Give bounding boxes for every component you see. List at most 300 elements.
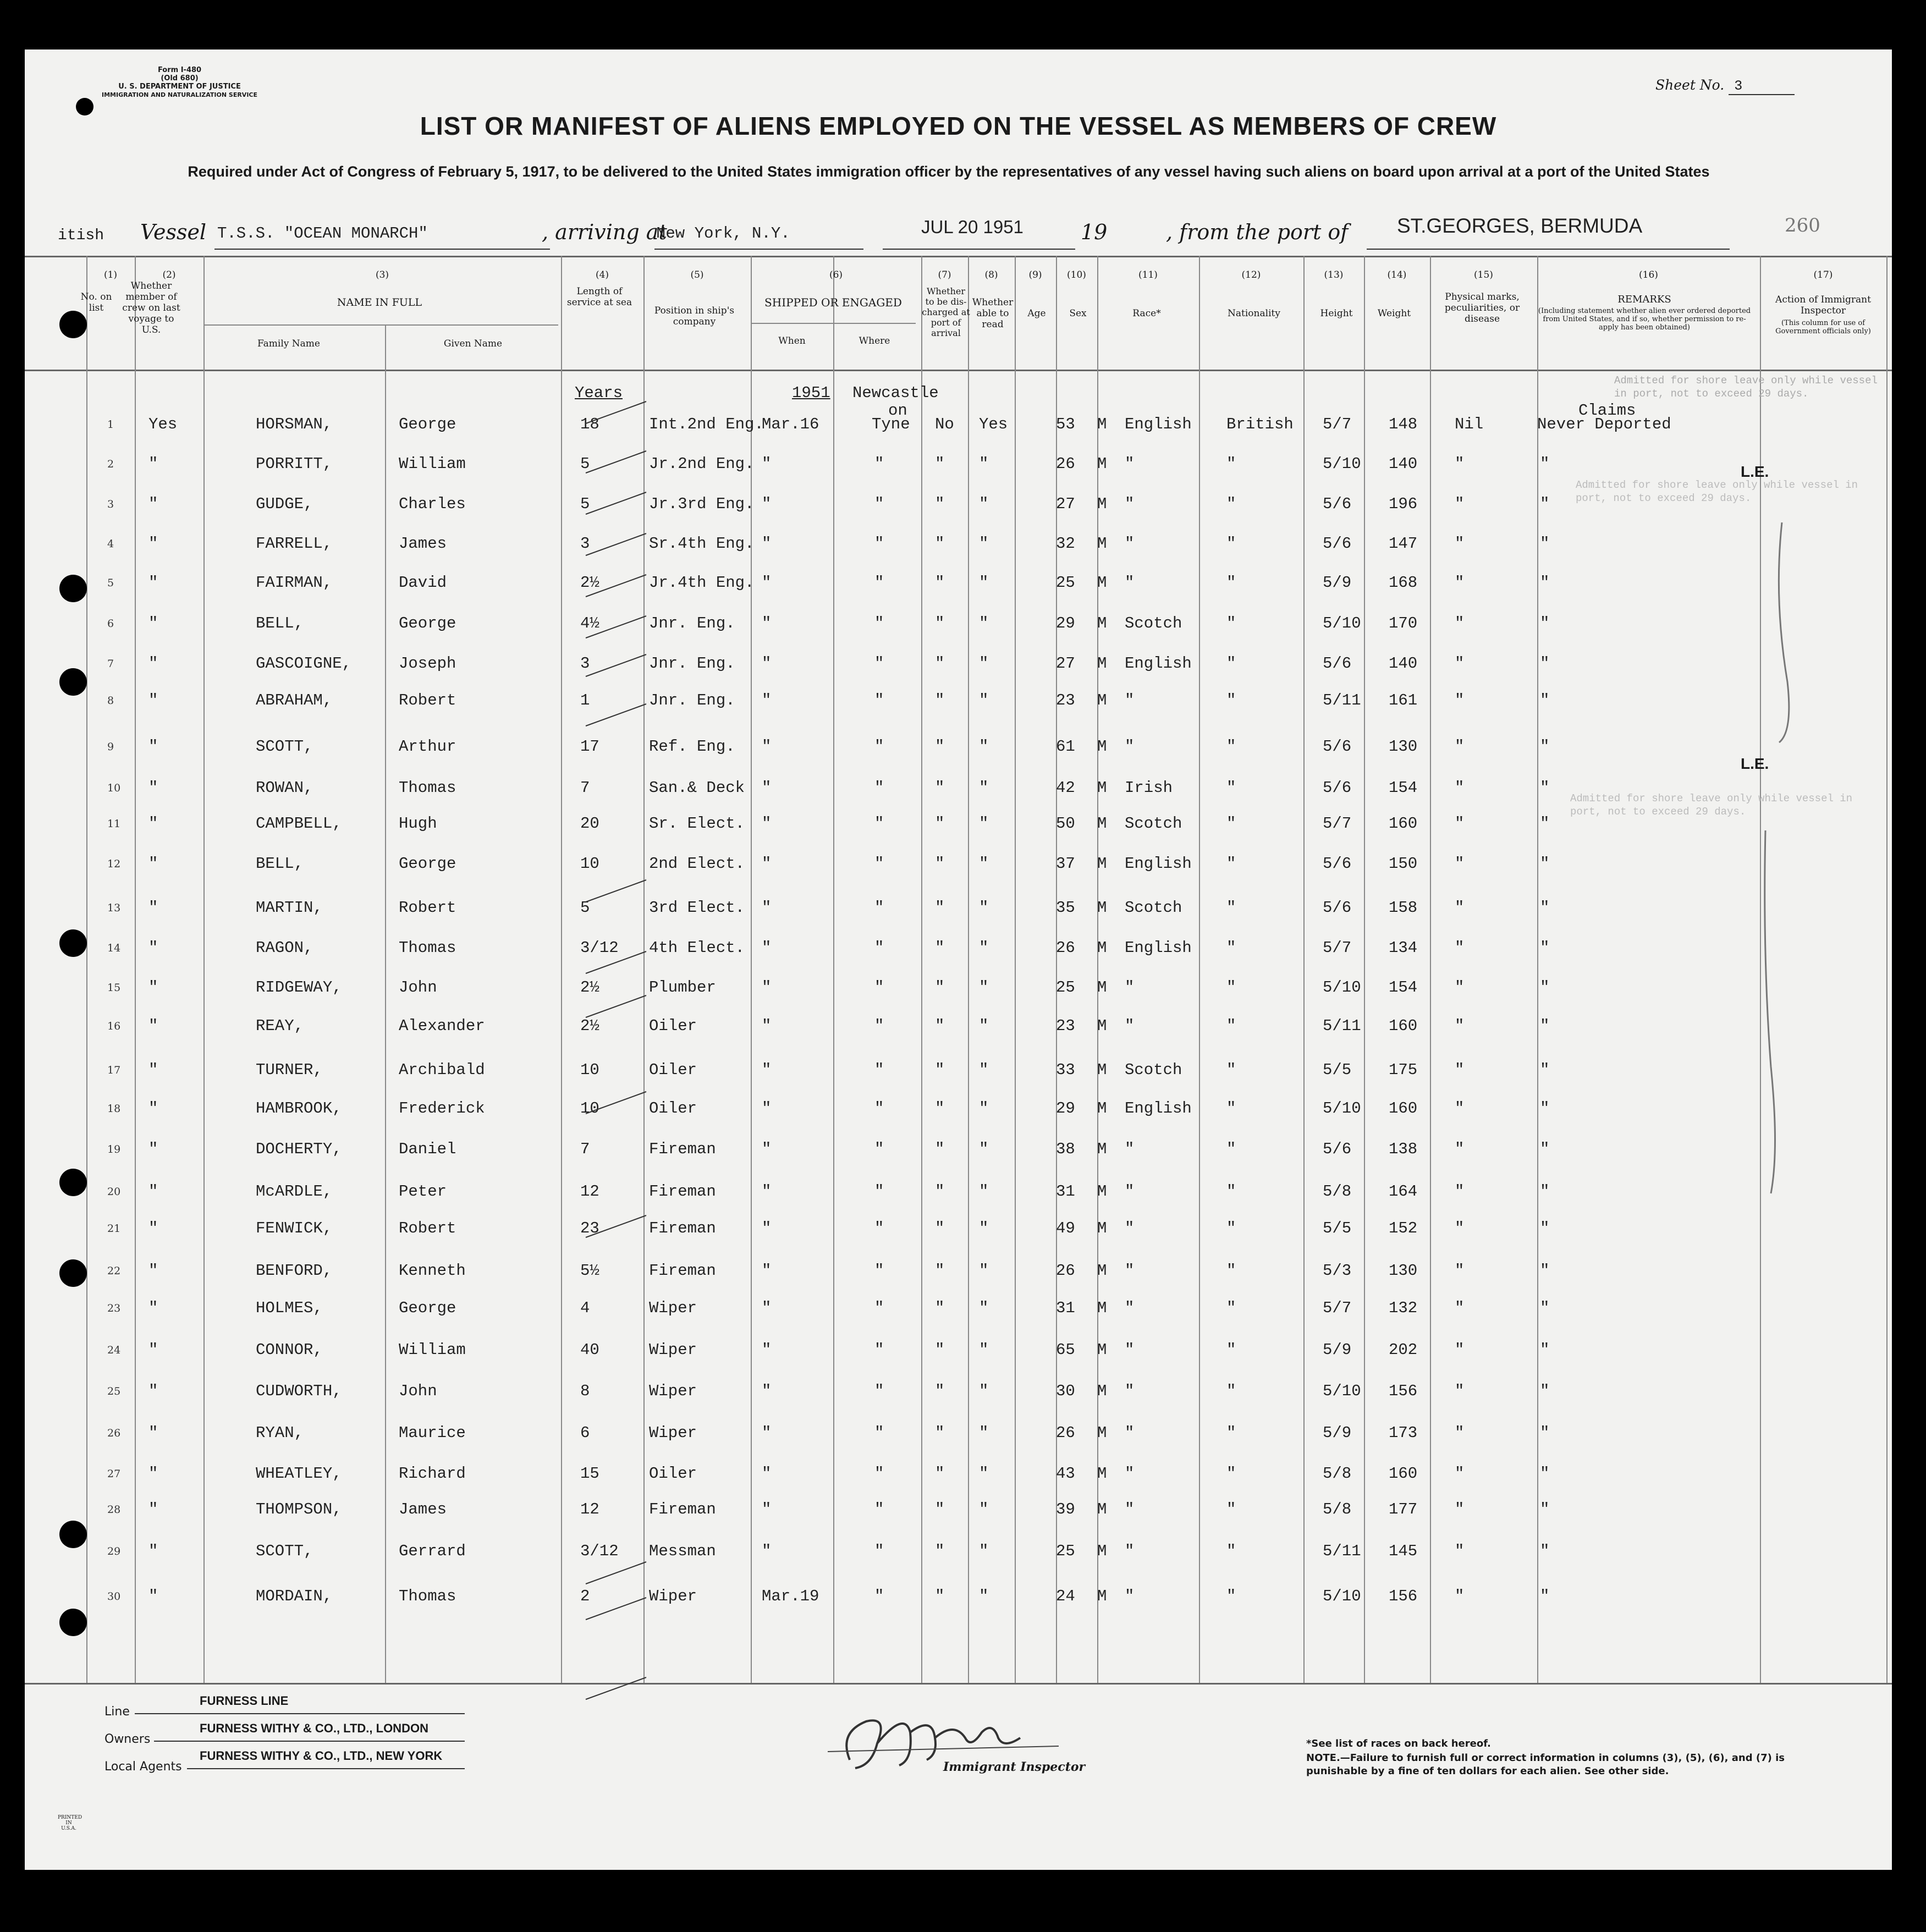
weight-cell: 158 xyxy=(1389,899,1418,917)
header-length-of-service: Length of service at sea xyxy=(566,286,632,308)
shipped-when-cell: " xyxy=(762,1099,772,1118)
nationality-cell: " xyxy=(1226,574,1236,592)
position-cell: Oiler xyxy=(649,1465,697,1483)
remarks-cell: " xyxy=(1540,535,1550,553)
physical-marks-cell: " xyxy=(1455,1341,1465,1359)
list-number-cell: 11 xyxy=(107,818,121,830)
shipped-where-cell: " xyxy=(874,1424,884,1442)
position-cell: Oiler xyxy=(649,1099,697,1118)
physical-marks-cell: " xyxy=(1455,535,1465,553)
discharged-cell: " xyxy=(935,614,945,632)
list-number-cell: 1 xyxy=(107,419,114,431)
shipped-when-cell: " xyxy=(762,899,772,917)
height-cell: 5/10 xyxy=(1323,455,1361,473)
weight-cell: 130 xyxy=(1389,737,1418,756)
shipped-when-cell: " xyxy=(762,535,772,553)
remarks-cell: " xyxy=(1540,1587,1550,1605)
family-name-cell: SCOTT, xyxy=(256,1542,313,1560)
sex-cell: M xyxy=(1097,1382,1107,1400)
family-name-cell: HAMBROOK, xyxy=(256,1099,342,1118)
race-cell: " xyxy=(1125,495,1135,513)
race-cell: " xyxy=(1125,1341,1135,1359)
form-service: IMMIGRATION AND NATURALIZATION SERVICE xyxy=(102,91,258,98)
physical-marks-cell: " xyxy=(1455,691,1465,709)
family-name-cell: DOCHERTY, xyxy=(256,1140,342,1158)
binder-hole xyxy=(59,929,87,957)
race-cell: " xyxy=(1125,1140,1135,1158)
column-number: (13) xyxy=(1324,269,1344,280)
binder-hole xyxy=(59,575,87,602)
header-shipped-engaged: SHIPPED OR ENGAGED xyxy=(764,296,902,309)
list-number-cell: 10 xyxy=(107,782,121,794)
family-name-cell: FARRELL, xyxy=(256,535,333,553)
binder-hole xyxy=(76,98,93,115)
able-to-read-cell: " xyxy=(979,1341,989,1359)
remarks-cell: " xyxy=(1540,779,1550,797)
footer-owners-label: Owners xyxy=(104,1732,151,1746)
discharged-cell: " xyxy=(935,1262,945,1280)
crew-last-voyage-cell: " xyxy=(148,779,158,797)
height-cell: 5/9 xyxy=(1323,574,1352,592)
year-label: 19 xyxy=(1081,220,1108,244)
column-number: (1) xyxy=(103,269,118,280)
position-cell: Jnr. Eng. xyxy=(649,691,735,709)
shipped-where-cell: " xyxy=(874,1587,884,1605)
position-cell: Fireman xyxy=(649,1219,716,1237)
family-name-cell: MARTIN, xyxy=(256,899,323,917)
physical-marks-cell: " xyxy=(1455,574,1465,592)
shore-leave-annotation-1: Admitted for shore leave only while vessel in port, not to exceed 29 days. xyxy=(1614,375,1878,400)
height-cell: 5/10 xyxy=(1323,1099,1361,1118)
given-name-cell: Peter xyxy=(399,1182,447,1201)
height-cell: 5/11 xyxy=(1323,1017,1361,1035)
shipped-when-cell: " xyxy=(762,1262,772,1280)
discharged-cell: " xyxy=(935,691,945,709)
family-name-cell: GUDGE, xyxy=(256,495,313,513)
shipped-when-cell: " xyxy=(762,1017,772,1035)
able-to-read-cell: " xyxy=(979,1424,989,1442)
family-name-cell: SCOTT, xyxy=(256,737,313,756)
header-name-in-full: NAME IN FULL xyxy=(337,296,422,309)
able-to-read-cell: " xyxy=(979,737,989,756)
age-cell: 27 xyxy=(1056,654,1075,673)
discharged-cell: " xyxy=(935,1099,945,1118)
column-number: (17) xyxy=(1813,269,1833,280)
position-cell: Plumber xyxy=(649,978,716,997)
crew-last-voyage-cell: " xyxy=(148,1017,158,1035)
position-cell: Wiper xyxy=(649,1587,697,1605)
header-position: Position in ship's company xyxy=(654,305,735,327)
given-name-cell: James xyxy=(399,1500,447,1518)
footer-line-value: FURNESS LINE xyxy=(200,1694,289,1708)
discharged-cell: " xyxy=(935,978,945,997)
family-name-cell: WHEATLEY, xyxy=(256,1465,342,1483)
sex-cell: M xyxy=(1097,535,1107,553)
shipped-where-cell: " xyxy=(874,1500,884,1518)
from-port: ST.GEORGES, BERMUDA xyxy=(1397,214,1643,237)
height-cell: 5/6 xyxy=(1323,1140,1352,1158)
nationality-cell: " xyxy=(1226,495,1236,513)
shipped-where-cell: " xyxy=(874,535,884,553)
sex-cell: M xyxy=(1097,1061,1107,1079)
physical-marks-cell: " xyxy=(1455,1182,1465,1201)
length-of-service-cell: 5 xyxy=(580,455,590,473)
header-remarks: REMARKS xyxy=(1617,294,1671,305)
weight-cell: 161 xyxy=(1389,691,1418,709)
shipped-where-cell: " xyxy=(874,455,884,473)
discharged-cell: " xyxy=(935,1061,945,1079)
physical-marks-cell: " xyxy=(1455,779,1465,797)
list-number-cell: 17 xyxy=(107,1064,121,1076)
column-number: (7) xyxy=(938,269,951,280)
length-of-service-cell: 2½ xyxy=(580,574,599,592)
column-number: (9) xyxy=(1028,269,1042,280)
discharged-cell: " xyxy=(935,455,945,473)
weight-cell: 160 xyxy=(1389,1465,1418,1483)
nationality-cell: " xyxy=(1226,1587,1236,1605)
length-of-service-cell: 17 xyxy=(580,737,599,756)
height-cell: 5/5 xyxy=(1323,1219,1352,1237)
given-name-cell: George xyxy=(399,1299,456,1317)
shipped-when-cell: " xyxy=(762,855,772,873)
list-number-cell: 8 xyxy=(107,695,114,707)
height-cell: 5/6 xyxy=(1323,654,1352,673)
family-name-cell: FAIRMAN, xyxy=(256,574,333,592)
family-name-cell: PORRITT, xyxy=(256,455,333,473)
header-height: Height xyxy=(1320,308,1353,319)
shipped-where-cell: " xyxy=(874,1099,884,1118)
remarks-cell: " xyxy=(1540,899,1550,917)
discharged-cell: " xyxy=(935,495,945,513)
age-cell: 43 xyxy=(1056,1465,1075,1483)
arrival-date: JUL 20 1951 xyxy=(921,217,1023,237)
arriving-at: New York, N.Y. xyxy=(656,224,790,243)
height-cell: 5/6 xyxy=(1323,535,1352,553)
shipped-where-cell: " xyxy=(874,1382,884,1400)
discharged-cell: " xyxy=(935,1424,945,1442)
race-cell: " xyxy=(1125,1262,1135,1280)
race-cell: " xyxy=(1125,1542,1135,1560)
age-cell: 23 xyxy=(1056,691,1075,709)
shipped-where-cell: " xyxy=(874,1542,884,1560)
crew-last-voyage-cell: " xyxy=(148,691,158,709)
weight-cell: 148 xyxy=(1389,415,1418,433)
family-name-cell: BELL, xyxy=(256,855,304,873)
remarks-cell: " xyxy=(1540,1017,1550,1035)
binder-hole xyxy=(59,1169,87,1196)
weight-cell: 140 xyxy=(1389,654,1418,673)
discharged-cell: " xyxy=(935,1500,945,1518)
remarks-cell: " xyxy=(1540,855,1550,873)
length-of-service-cell: 1 xyxy=(580,691,590,709)
binder-hole xyxy=(59,311,87,338)
given-name-cell: Arthur xyxy=(399,737,456,756)
column-number: (12) xyxy=(1241,269,1261,280)
list-number-cell: 21 xyxy=(107,1223,121,1235)
discharged-cell: " xyxy=(935,1182,945,1201)
remarks-cell: " xyxy=(1540,1424,1550,1442)
column-number: (14) xyxy=(1387,269,1407,280)
given-name-cell: Archibald xyxy=(399,1061,485,1079)
remarks-cell: " xyxy=(1540,1262,1550,1280)
footer-owners-rule xyxy=(154,1741,465,1742)
header-able-to-read: Whether able to read xyxy=(972,297,1014,330)
able-to-read-cell: " xyxy=(979,1262,989,1280)
footer-agents-value: FURNESS WITHY & CO., LTD., NEW YORK xyxy=(200,1749,443,1763)
able-to-read-cell: " xyxy=(979,939,989,957)
header-race: Race* xyxy=(1132,308,1161,319)
discharged-cell: " xyxy=(935,1341,945,1359)
race-cell: " xyxy=(1125,1587,1135,1605)
able-to-read-cell: " xyxy=(979,654,989,673)
le-mark-2: L.E. xyxy=(1741,755,1769,772)
position-cell: Jnr. Eng. xyxy=(649,614,735,632)
weight-cell: 170 xyxy=(1389,614,1418,632)
able-to-read-cell: " xyxy=(979,779,989,797)
length-of-service-cell: 3/12 xyxy=(580,939,619,957)
length-of-service-cell: 4½ xyxy=(580,614,599,632)
physical-marks-cell: " xyxy=(1455,737,1465,756)
sex-cell: M xyxy=(1097,939,1107,957)
shipped-where-cell: " xyxy=(874,978,884,997)
age-cell: 61 xyxy=(1056,737,1075,756)
age-cell: 37 xyxy=(1056,855,1075,873)
family-name-cell: BELL, xyxy=(256,614,304,632)
remarks-cell: " xyxy=(1540,1099,1550,1118)
column-number: (11) xyxy=(1138,269,1158,280)
sex-cell: M xyxy=(1097,415,1107,433)
position-cell: Wiper xyxy=(649,1424,697,1442)
weight-cell: 156 xyxy=(1389,1587,1418,1605)
column-number: (3) xyxy=(375,269,389,280)
family-name-cell: HORSMAN, xyxy=(256,415,333,433)
nationality-cell: " xyxy=(1226,535,1236,553)
position-cell: Ref. Eng. xyxy=(649,737,735,756)
sex-cell: M xyxy=(1097,978,1107,997)
sex-cell: M xyxy=(1097,1182,1107,1201)
position-cell: Int.2nd Eng. xyxy=(649,415,764,433)
crew-last-voyage-cell: Yes xyxy=(148,415,178,433)
able-to-read-cell: " xyxy=(979,574,989,592)
nationality-cell: " xyxy=(1226,1299,1236,1317)
position-cell: Jr.2nd Eng. xyxy=(649,455,755,473)
crew-last-voyage-cell: " xyxy=(148,1219,158,1237)
age-cell: 23 xyxy=(1056,1017,1075,1035)
age-cell: 32 xyxy=(1056,535,1075,553)
footer-line-rule xyxy=(135,1713,465,1714)
list-number-cell: 27 xyxy=(107,1468,121,1480)
races-note: *See list of races on back hereof. xyxy=(1306,1738,1491,1749)
length-of-service-cell: 10 xyxy=(580,1061,599,1079)
age-cell: 26 xyxy=(1056,1424,1075,1442)
shipped-where-cell: " xyxy=(874,779,884,797)
crew-last-voyage-cell: " xyxy=(148,614,158,632)
shipped-when-cell: " xyxy=(762,614,772,632)
height-cell: 5/6 xyxy=(1323,855,1352,873)
crew-last-voyage-cell: " xyxy=(148,1099,158,1118)
position-cell: 3rd Elect. xyxy=(649,899,745,917)
nationality-cell: " xyxy=(1226,614,1236,632)
shipped-where-cell: " xyxy=(874,939,884,957)
shipped-when-cell: " xyxy=(762,1465,772,1483)
able-to-read-cell: " xyxy=(979,1382,989,1400)
crew-last-voyage-cell: " xyxy=(148,939,158,957)
race-cell: " xyxy=(1125,1500,1135,1518)
crew-last-voyage-cell: " xyxy=(148,654,158,673)
weight-cell: 160 xyxy=(1389,1017,1418,1035)
physical-marks-cell: " xyxy=(1455,1424,1465,1442)
physical-marks-cell: " xyxy=(1455,939,1465,957)
position-cell: Sr.4th Eng. xyxy=(649,535,755,553)
physical-marks-cell: " xyxy=(1455,1140,1465,1158)
race-cell: English xyxy=(1125,1099,1192,1118)
crew-last-voyage-cell: " xyxy=(148,1341,158,1359)
physical-marks-cell: " xyxy=(1455,1382,1465,1400)
discharged-cell: " xyxy=(935,779,945,797)
discharged-cell: " xyxy=(935,814,945,833)
header-sex: Sex xyxy=(1069,308,1087,319)
shipped-where-cell: " xyxy=(874,855,884,873)
family-name-cell: TURNER, xyxy=(256,1061,323,1079)
shipped-where-cell: " xyxy=(874,1465,884,1483)
given-name-cell: Alexander xyxy=(399,1017,485,1035)
shipped-when-cell: " xyxy=(762,1182,772,1201)
position-cell: Jr.4th Eng. xyxy=(649,574,755,592)
le-mark-1: L.E. xyxy=(1741,463,1769,480)
height-cell: 5/11 xyxy=(1323,691,1361,709)
remarks-cell: " xyxy=(1540,691,1550,709)
family-name-cell: REAY, xyxy=(256,1017,304,1035)
position-cell: Jr.3rd Eng. xyxy=(649,495,755,513)
height-cell: 5/10 xyxy=(1323,978,1361,997)
physical-marks-cell: " xyxy=(1455,1219,1465,1237)
able-to-read-cell: " xyxy=(979,1182,989,1201)
physical-marks-cell: " xyxy=(1455,1500,1465,1518)
nationality-cell: British xyxy=(1226,415,1294,433)
column-number: (6) xyxy=(829,269,843,280)
position-cell: 4th Elect. xyxy=(649,939,745,957)
header-inspector-note: (This column for use of Government officials only) xyxy=(1775,319,1871,335)
race-cell: English xyxy=(1125,415,1192,433)
height-cell: 5/5 xyxy=(1323,1061,1352,1079)
able-to-read-cell: " xyxy=(979,899,989,917)
penalty-note: NOTE.—Failure to furnish full or correct information in columns (3), (5), (6), and (7) is punishable by a fine of ten dollars for each alien. See other side. xyxy=(1306,1752,1785,1777)
age-cell: 39 xyxy=(1056,1500,1075,1518)
given-name-cell: James xyxy=(399,535,447,553)
age-cell: 26 xyxy=(1056,939,1075,957)
shipped-where-cell: " xyxy=(874,899,884,917)
given-name-cell: Robert xyxy=(399,899,456,917)
weight-cell: 160 xyxy=(1389,814,1418,833)
able-to-read-cell: " xyxy=(979,1219,989,1237)
sex-cell: M xyxy=(1097,1424,1107,1442)
family-name-cell: ROWAN, xyxy=(256,779,313,797)
nationality-cell: " xyxy=(1226,1099,1236,1118)
discharged-cell: " xyxy=(935,855,945,873)
shipped-where-cell: " xyxy=(874,1262,884,1280)
race-cell: " xyxy=(1125,1424,1135,1442)
race-cell: English xyxy=(1125,939,1192,957)
height-cell: 5/7 xyxy=(1323,939,1352,957)
remarks-cell: " xyxy=(1540,614,1550,632)
shipped-when-cell: " xyxy=(762,1140,772,1158)
age-cell: 31 xyxy=(1056,1182,1075,1201)
discharged-cell: " xyxy=(935,899,945,917)
nationality-cell: " xyxy=(1226,1500,1236,1518)
able-to-read-cell: " xyxy=(979,495,989,513)
form-number: Form I-480 xyxy=(157,66,202,74)
shipped-where-cell: " xyxy=(874,495,884,513)
shipped-where-cell: " xyxy=(874,1219,884,1237)
remarks-cell: " xyxy=(1540,455,1550,473)
able-to-read-cell: " xyxy=(979,535,989,553)
height-cell: 5/8 xyxy=(1323,1182,1352,1201)
age-cell: 38 xyxy=(1056,1140,1075,1158)
physical-marks-cell: " xyxy=(1455,495,1465,513)
position-cell: Jnr. Eng. xyxy=(649,654,735,673)
race-cell: " xyxy=(1125,1382,1135,1400)
column-number: (4) xyxy=(595,269,609,280)
header-inspector-action: Action of Immigrant Inspector xyxy=(1775,294,1871,316)
shipped-when-cell: " xyxy=(762,1542,772,1560)
weight-cell: 175 xyxy=(1389,1061,1418,1079)
footer-line-label: Line xyxy=(104,1705,130,1719)
shipped-when-cell: Mar.16 xyxy=(762,415,819,433)
column-number: (2) xyxy=(162,269,176,280)
length-of-service-cell: 40 xyxy=(580,1341,599,1359)
able-to-read-cell: Yes xyxy=(979,415,1008,433)
able-to-read-cell: " xyxy=(979,855,989,873)
age-cell: 24 xyxy=(1056,1587,1075,1605)
able-to-read-cell: " xyxy=(979,1542,989,1560)
remarks-cell: " xyxy=(1540,978,1550,997)
column-number: (5) xyxy=(690,269,704,280)
height-cell: 5/7 xyxy=(1323,814,1352,833)
physical-marks-cell: " xyxy=(1455,1099,1465,1118)
length-of-service-cell: 2½ xyxy=(580,1017,599,1035)
weight-cell: 138 xyxy=(1389,1140,1418,1158)
family-name-cell: RIDGEWAY, xyxy=(256,978,342,997)
weight-cell: 150 xyxy=(1389,855,1418,873)
length-of-service-cell: 2½ xyxy=(580,978,599,997)
shipped-where-cell: " xyxy=(874,737,884,756)
nationality-cell: " xyxy=(1226,1341,1236,1359)
given-name-cell: Richard xyxy=(399,1465,466,1483)
crew-last-voyage-cell: " xyxy=(148,737,158,756)
header-age: Age xyxy=(1027,308,1046,319)
length-of-service-cell: 3 xyxy=(580,535,590,553)
height-cell: 5/8 xyxy=(1323,1465,1352,1483)
crew-last-voyage-cell: " xyxy=(148,899,158,917)
race-cell: Scotch xyxy=(1125,814,1182,833)
list-number-cell: 15 xyxy=(107,982,121,994)
length-of-service-cell: 5 xyxy=(580,899,590,917)
age-cell: 53 xyxy=(1056,415,1075,433)
position-cell: Oiler xyxy=(649,1017,697,1035)
place-on-subheader: on xyxy=(888,401,907,420)
header-discharged: Whether to be dis-charged at port of arrival xyxy=(922,286,970,338)
sex-cell: M xyxy=(1097,1542,1107,1560)
given-name-cell: Frederick xyxy=(399,1099,485,1118)
list-number-cell: 12 xyxy=(107,858,121,870)
shipped-when-cell: Mar.19 xyxy=(762,1587,819,1605)
binder-hole xyxy=(59,1521,87,1548)
nationality-cell: " xyxy=(1226,978,1236,997)
header-weight: Weight xyxy=(1377,308,1411,319)
age-cell: 25 xyxy=(1056,574,1075,592)
height-cell: 5/8 xyxy=(1323,1500,1352,1518)
sex-cell: M xyxy=(1097,1341,1107,1359)
